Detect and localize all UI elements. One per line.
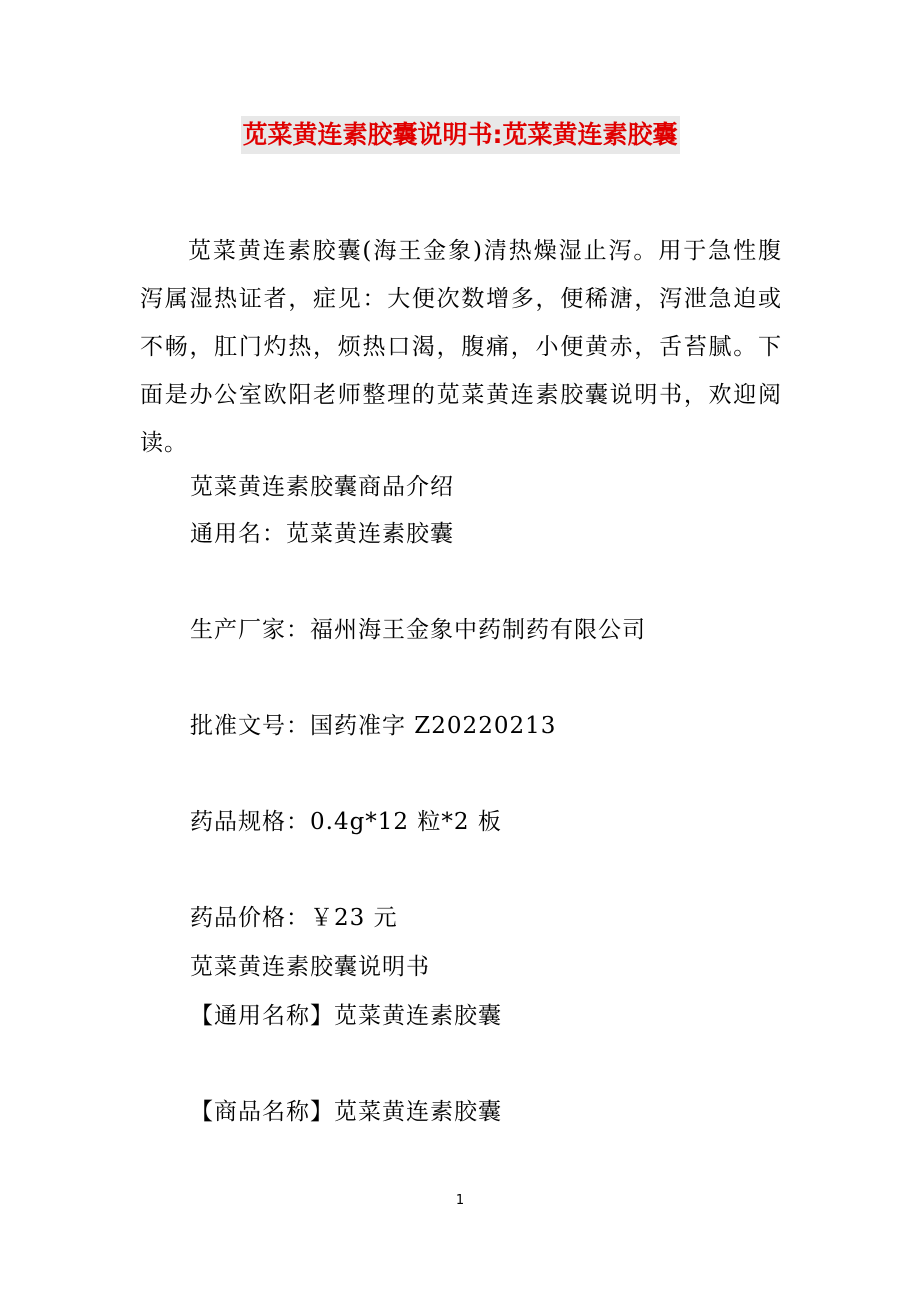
page-title-text: 苋菜黄连素胶囊说明书:苋菜黄连素胶囊 [241, 116, 680, 154]
product-intro-heading: 苋菜黄连素胶囊商品介绍 [190, 474, 454, 500]
specification-line: 药品规格：0.4g*12 粒*2 板 [190, 809, 502, 835]
price-line: 药品价格：￥23 元 [190, 905, 398, 931]
page-title [0, 116, 920, 154]
generic-name-line: 通用名：苋菜黄连素胶囊 [190, 521, 454, 547]
manufacturer-line: 生产厂家：福州海王金象中药制药有限公司 [190, 617, 646, 643]
generic-name-field: 【通用名称】苋菜黄连素胶囊 [190, 1003, 502, 1029]
intro-paragraph: 苋菜黄连素胶囊(海王金象)清热燥湿止泻。用于急性腹泻属湿热证者，症见：大便次数增多，便稀溏，泻泄急迫或不畅，肛门灼热，烦热口渴，腹痛，小便黄赤，舌苔腻。下面是办公室欧阳老师整理的苋菜黄连素胶囊说明书，欢迎阅读。 [140, 238, 782, 456]
instructions-heading: 苋菜黄连素胶囊说明书 [190, 954, 430, 980]
approval-number-line: 批准文号：国药准字 Z20220213 [190, 713, 557, 739]
trade-name-field: 【商品名称】苋菜黄连素胶囊 [190, 1099, 502, 1125]
page-number: 1 [455, 1193, 465, 1208]
